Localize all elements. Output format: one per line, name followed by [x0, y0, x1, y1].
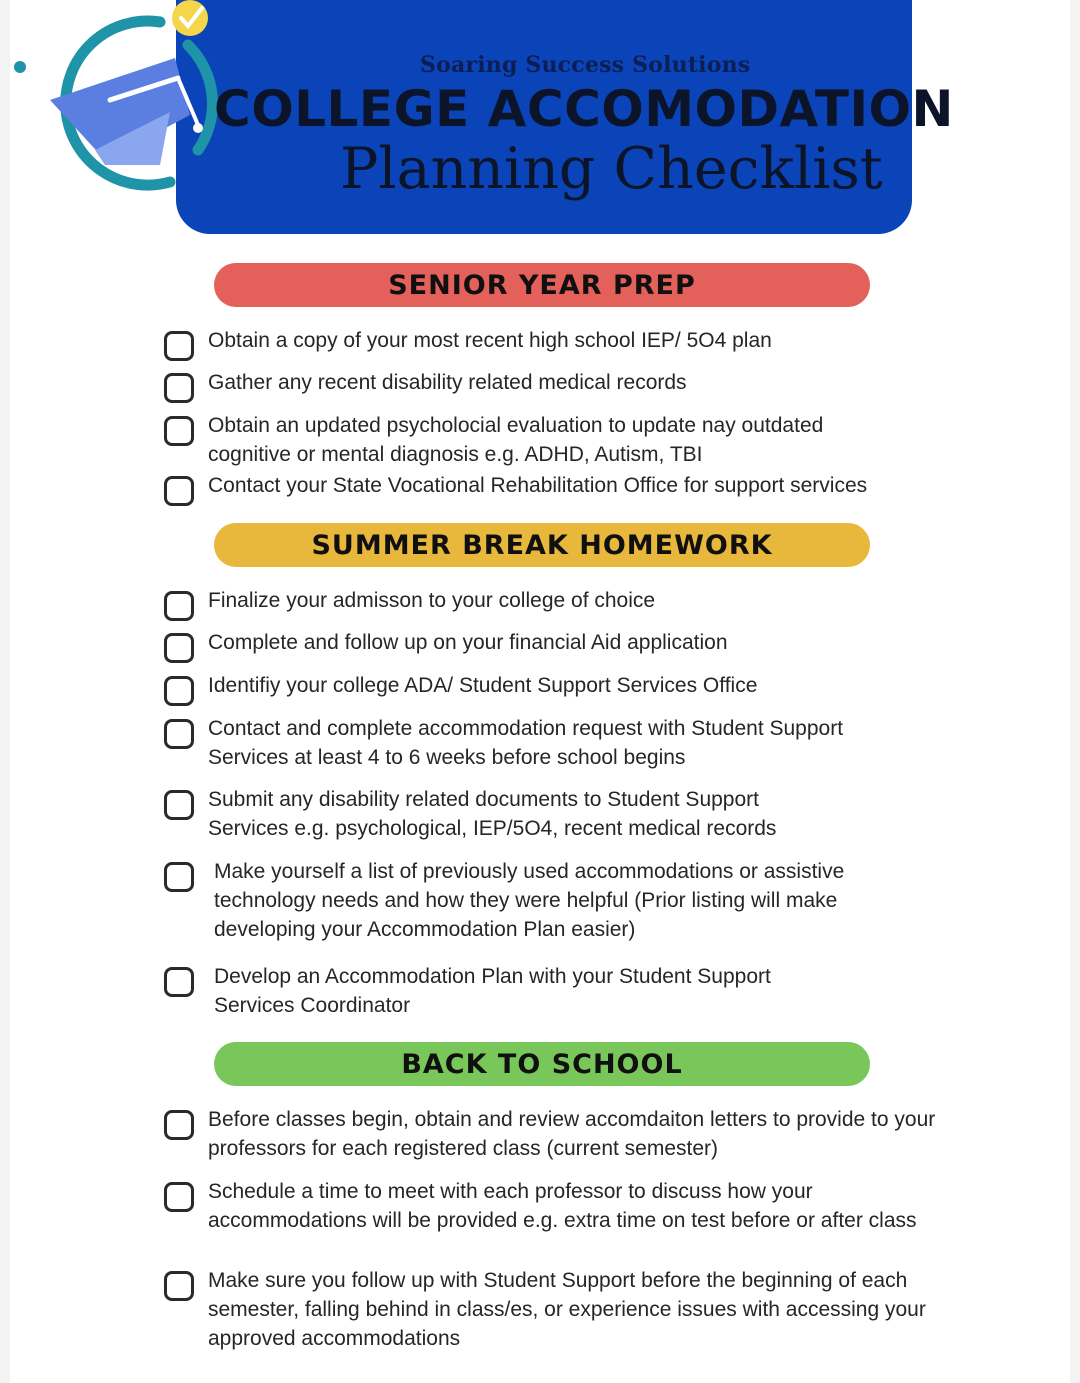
checklist-item-text: Submit any disability related documents to Student Support Services e.g. psychological, IEP/5O4, recent medical records: [208, 788, 777, 840]
checkbox[interactable]: [164, 1182, 194, 1212]
section-heading-senior-year-prep: SENIOR YEAR PREP: [214, 263, 870, 307]
graduation-cap-logo: [10, 0, 235, 200]
checkbox[interactable]: [164, 416, 194, 446]
checklist-item-text: Make yourself a list of previously used accommodations or assistive technology needs and how they were helpful (Prior listing will make developing your Accommodation Plan easier): [214, 860, 845, 941]
checklist-item-text: Develop an Accommodation Plan with your Student Support Services Coordinator: [214, 965, 771, 1017]
checklist-item-text: Before classes begin, obtain and review accomdaiton letters to provide to your professors for each registered class (current semester): [208, 1108, 936, 1160]
checkbox[interactable]: [164, 967, 194, 997]
page-title: COLLEGE ACCOMODATION: [214, 80, 954, 138]
checkbox[interactable]: [164, 1271, 194, 1301]
checkbox[interactable]: [164, 719, 194, 749]
checklist-item-text: Obtain a copy of your most recent high school IEP/ 5O4 plan: [208, 329, 772, 352]
page-subtitle: Planning Checklist: [340, 136, 883, 202]
checkbox[interactable]: [164, 633, 194, 663]
checkbox[interactable]: [164, 591, 194, 621]
section-heading-back-to-school: BACK TO SCHOOL: [214, 1042, 870, 1086]
checklist-item-text: Finalize your admisson to your college of choice: [208, 589, 656, 612]
checklist-item-text: Identifiy your college ADA/ Student Support Services Office: [208, 674, 758, 697]
checkbox[interactable]: [164, 676, 194, 706]
checklist-item-text: Contact and complete accommodation request with Student Support Services at least 4 to 6 weeks before school begins: [208, 717, 844, 769]
checklist-item-text: Complete and follow up on your financial Aid application: [208, 631, 728, 654]
brand-name: Soaring Success Solutions: [420, 52, 751, 78]
checklist-item-text: Make sure you follow up with Student Support before the beginning of each semester, falling behind in class/es, or experience issues with accessing your approved accommodations: [208, 1269, 926, 1350]
section-heading-summer-break-homework: SUMMER BREAK HOMEWORK: [214, 523, 870, 567]
checklist-item-text: Obtain an updated psycholocial evaluation to update nay outdated cognitive or mental diagnosis e.g. ADHD, Autism, TBI: [208, 414, 824, 466]
checkbox[interactable]: [164, 373, 194, 403]
checklist-item-text: Schedule a time to meet with each professor to discuss how your accommodations will be provided e.g. extra time on test before or after class: [208, 1180, 917, 1232]
checkbox[interactable]: [164, 1110, 194, 1140]
checkbox[interactable]: [164, 790, 194, 820]
checklist-item-text: Contact your State Vocational Rehabilitation Office for support services: [208, 474, 868, 497]
checkbox[interactable]: [164, 331, 194, 361]
checkbox[interactable]: [164, 862, 194, 892]
checkbox[interactable]: [164, 476, 194, 506]
checklist-item-text: Gather any recent disability related medical records: [208, 371, 687, 394]
